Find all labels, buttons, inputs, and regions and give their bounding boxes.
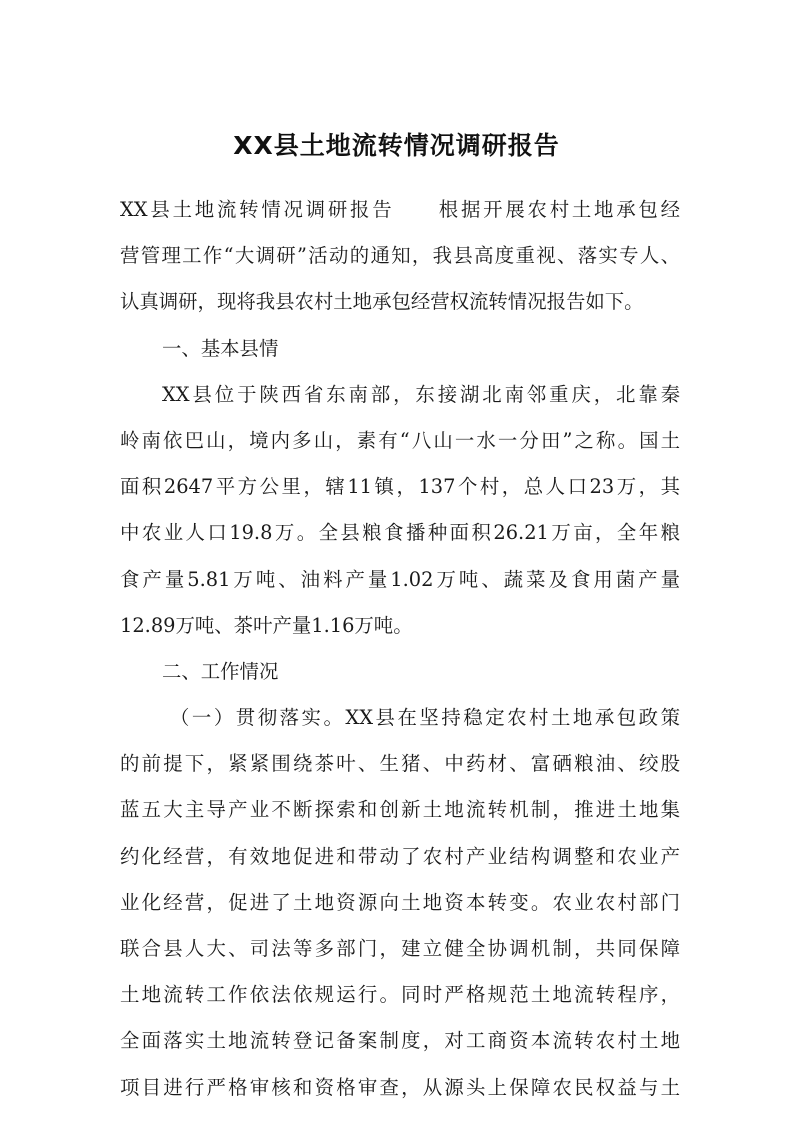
- paragraph-line: XX县位于陕西省东南部，东接湖北南邻重庆，北靠秦: [162, 382, 680, 406]
- paragraph-line: 岭南依巴山，境内多山，素有“八山一水一分田”之称。国土: [120, 428, 680, 452]
- paragraph-line: （一）贯彻落实。XX县在坚持稳定农村土地承包政策: [170, 706, 680, 730]
- paragraph-line: 营管理工作“大调研”活动的通知，我县高度重视、落实专人、: [120, 244, 680, 268]
- paragraph-line: 约化经营，有效地促进和带动了农村产业结构调整和农业产: [120, 844, 680, 868]
- paragraph-line: 中农业人口19.8万。全县粮食播种面积26.21万亩，全年粮: [120, 521, 680, 545]
- paragraph-line: 的前提下，紧紧围绕茶叶、生猪、中药材、富硒粮油、绞股: [120, 752, 680, 776]
- paragraph-line: 土地流转工作依法依规运行。同时严格规范土地流转程序，: [120, 983, 680, 1007]
- paragraph-line: 蓝五大主导产业不断探索和创新土地流转机制，推进土地集: [120, 798, 680, 822]
- paragraph-line: 项目进行严格审核和资格审查，从源头上保障农民权益与土: [120, 1075, 680, 1099]
- paragraph-line: 面积2647平方公里，辖11镇，137个村，总人口23万，其: [120, 475, 680, 499]
- paragraph-line: 联合县人大、司法等多部门，建立健全协调机制，共同保障: [120, 937, 680, 960]
- section-heading-basic-info: 一、基本县情: [162, 336, 279, 360]
- document-title: XX县土地流转情况调研报告: [233, 131, 560, 160]
- paragraph-line: 12.89万吨、茶叶产量1.16万吨。: [120, 613, 413, 637]
- paragraph-line: 业化经营，促进了土地资源向土地资本转变。农业农村部门: [120, 890, 680, 914]
- paragraph-line: 食产量5.81万吨、油料产量1.02万吨、蔬菜及食用菌产量: [120, 567, 680, 591]
- paragraph-line: 全面落实土地流转登记备案制度，对工商资本流转农村土地: [120, 1029, 680, 1053]
- paragraph-line: 认真调研，现将我县农村土地承包经营权流转情况报告如下。: [120, 290, 644, 314]
- section-heading-work-status: 二、工作情况: [162, 659, 279, 683]
- paragraph-line: XX县土地流转情况调研报告 根据开展农村土地承包经: [120, 198, 680, 221]
- document-body: [120, 187, 680, 1111]
